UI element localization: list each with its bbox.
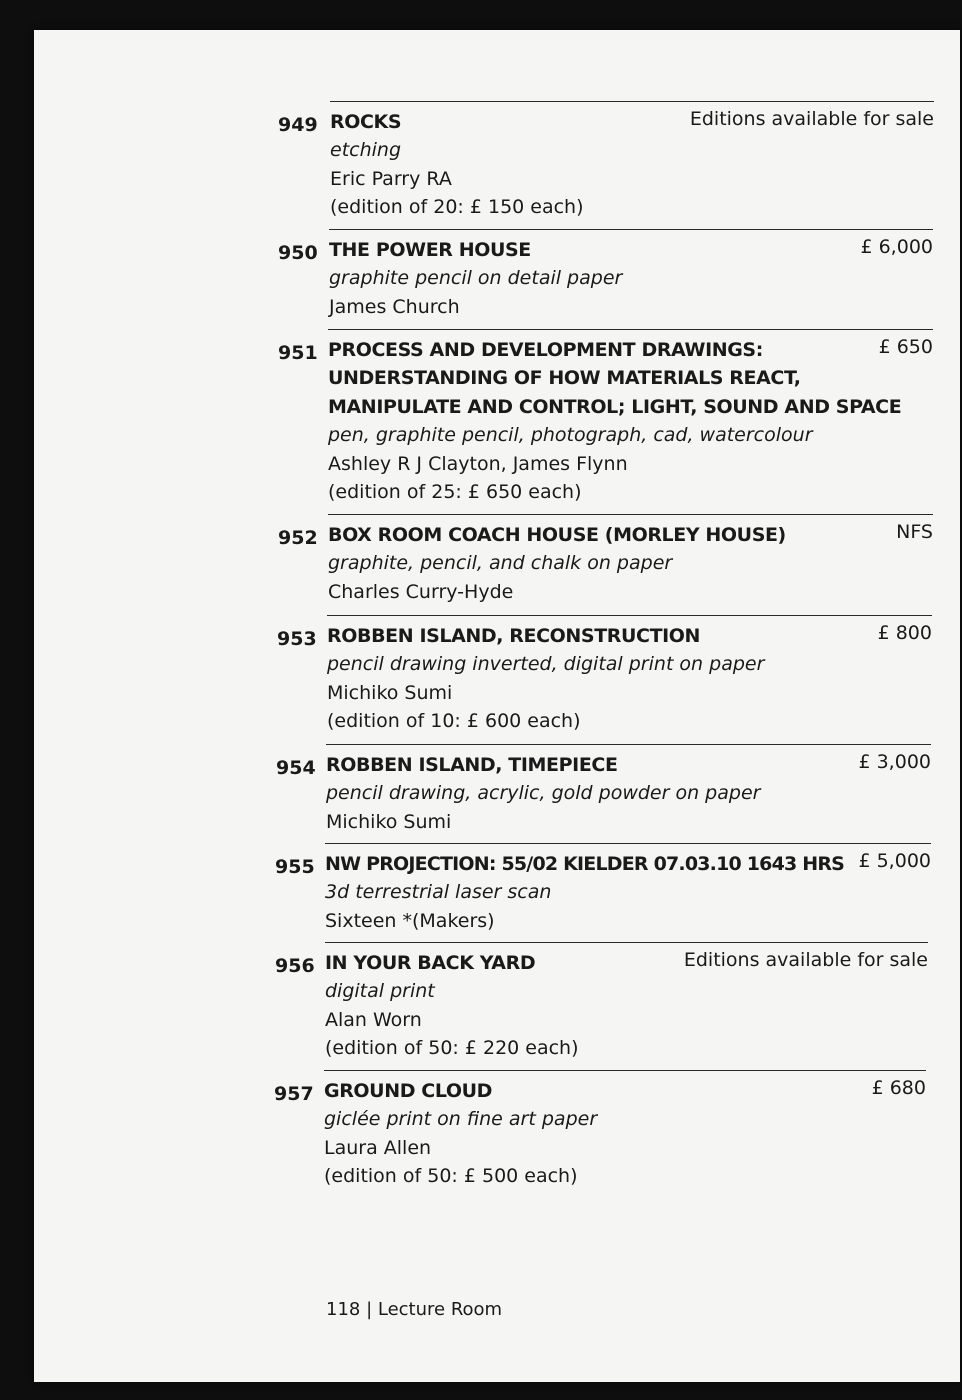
entry-artist: Michiko Sumi: [326, 811, 452, 833]
entry-number: 954: [276, 757, 316, 779]
entry-artist: Charles Curry-Hyde: [328, 581, 514, 603]
entry-medium: digital print: [325, 980, 435, 1002]
entry-title: GROUND CLOUD: [324, 1080, 493, 1102]
entry-title-line: UNDERSTANDING OF HOW MATERIALS REACT,: [328, 367, 801, 389]
catalogue-entry: [278, 329, 933, 508]
entry-price: £ 5,000: [858, 850, 931, 872]
catalogue-entry: [274, 1070, 926, 1191]
catalogue-entry: [278, 514, 933, 607]
entry-number: 953: [277, 628, 317, 650]
entry-price: £ 650: [878, 336, 933, 358]
entry-artist: Alan Worn: [325, 1009, 422, 1031]
entry-title-line: MANIPULATE AND CONTROL; LIGHT, SOUND AND SPACE: [328, 396, 902, 418]
entry-price: £ 3,000: [858, 751, 931, 773]
entry-title: IN YOUR BACK YARD: [325, 952, 536, 974]
entry-artist: Sixteen *(Makers): [325, 910, 495, 932]
entry-medium: pen, graphite pencil, photograph, cad, watercolour: [328, 424, 813, 446]
entry-price: £ 680: [871, 1077, 926, 1099]
entry-price: Editions available for sale: [683, 949, 928, 971]
entry-price: NFS: [896, 521, 933, 543]
catalogue-page: [34, 30, 960, 1382]
entry-medium: pencil drawing inverted, digital print on paper: [327, 653, 765, 675]
page-footer: 118 | Lecture Room: [326, 1299, 503, 1320]
entry-medium: giclée print on fine art paper: [324, 1108, 598, 1130]
entry-edition: (edition of 20: £ 150 each): [330, 196, 584, 218]
entry-title: THE POWER HOUSE: [329, 239, 531, 261]
entry-title: ROBBEN ISLAND, TIMEPIECE: [326, 754, 618, 776]
entry-medium: graphite, pencil, and chalk on paper: [328, 552, 673, 574]
entry-medium: 3d terrestrial laser scan: [325, 881, 552, 903]
entry-edition: (edition of 25: £ 650 each): [328, 481, 582, 503]
entry-price: £ 6,000: [860, 236, 933, 258]
entry-medium: pencil drawing, acrylic, gold powder on paper: [326, 782, 761, 804]
entry-number: 957: [274, 1083, 314, 1105]
entry-title: NW PROJECTION: 55/02 KIELDER 07.03.10 1643 HRS: [325, 853, 845, 875]
entry-price: Editions available for sale: [689, 108, 934, 130]
entry-medium: graphite pencil on detail paper: [329, 267, 623, 289]
entry-artist: Ashley R J Clayton, James Flynn: [328, 453, 628, 475]
entry-artist: Eric Parry RA: [330, 168, 452, 190]
entry-artist: Laura Allen: [324, 1137, 432, 1159]
catalogue-entry: [277, 615, 932, 736]
entry-title: ROCKS: [330, 111, 402, 133]
entry-number: 949: [278, 114, 318, 136]
entry-edition: (edition of 50: £ 500 each): [324, 1165, 578, 1187]
entry-title-line: PROCESS AND DEVELOPMENT DRAWINGS:: [328, 339, 763, 361]
catalogue-entry: [278, 101, 934, 222]
entry-number: 951: [278, 342, 318, 364]
entry-title: ROBBEN ISLAND, RECONSTRUCTION: [327, 625, 701, 647]
entry-edition: (edition of 50: £ 220 each): [325, 1037, 579, 1059]
entry-number: 955: [275, 856, 315, 878]
entry-number: 956: [275, 955, 315, 977]
entry-artist: Michiko Sumi: [327, 682, 453, 704]
catalogue-entry: [275, 942, 928, 1063]
entry-title: BOX ROOM COACH HOUSE (MORLEY HOUSE): [328, 524, 786, 546]
entry-artist: James Church: [329, 296, 460, 318]
catalogue-entry: [278, 229, 933, 322]
entry-number: 952: [278, 527, 318, 549]
entry-price: £ 800: [877, 622, 932, 644]
catalogue-entry: [275, 843, 931, 936]
entry-medium: etching: [330, 139, 402, 161]
entry-edition: (edition of 10: £ 600 each): [327, 710, 581, 732]
catalogue-entry: [276, 744, 931, 837]
entry-number: 950: [278, 242, 318, 264]
